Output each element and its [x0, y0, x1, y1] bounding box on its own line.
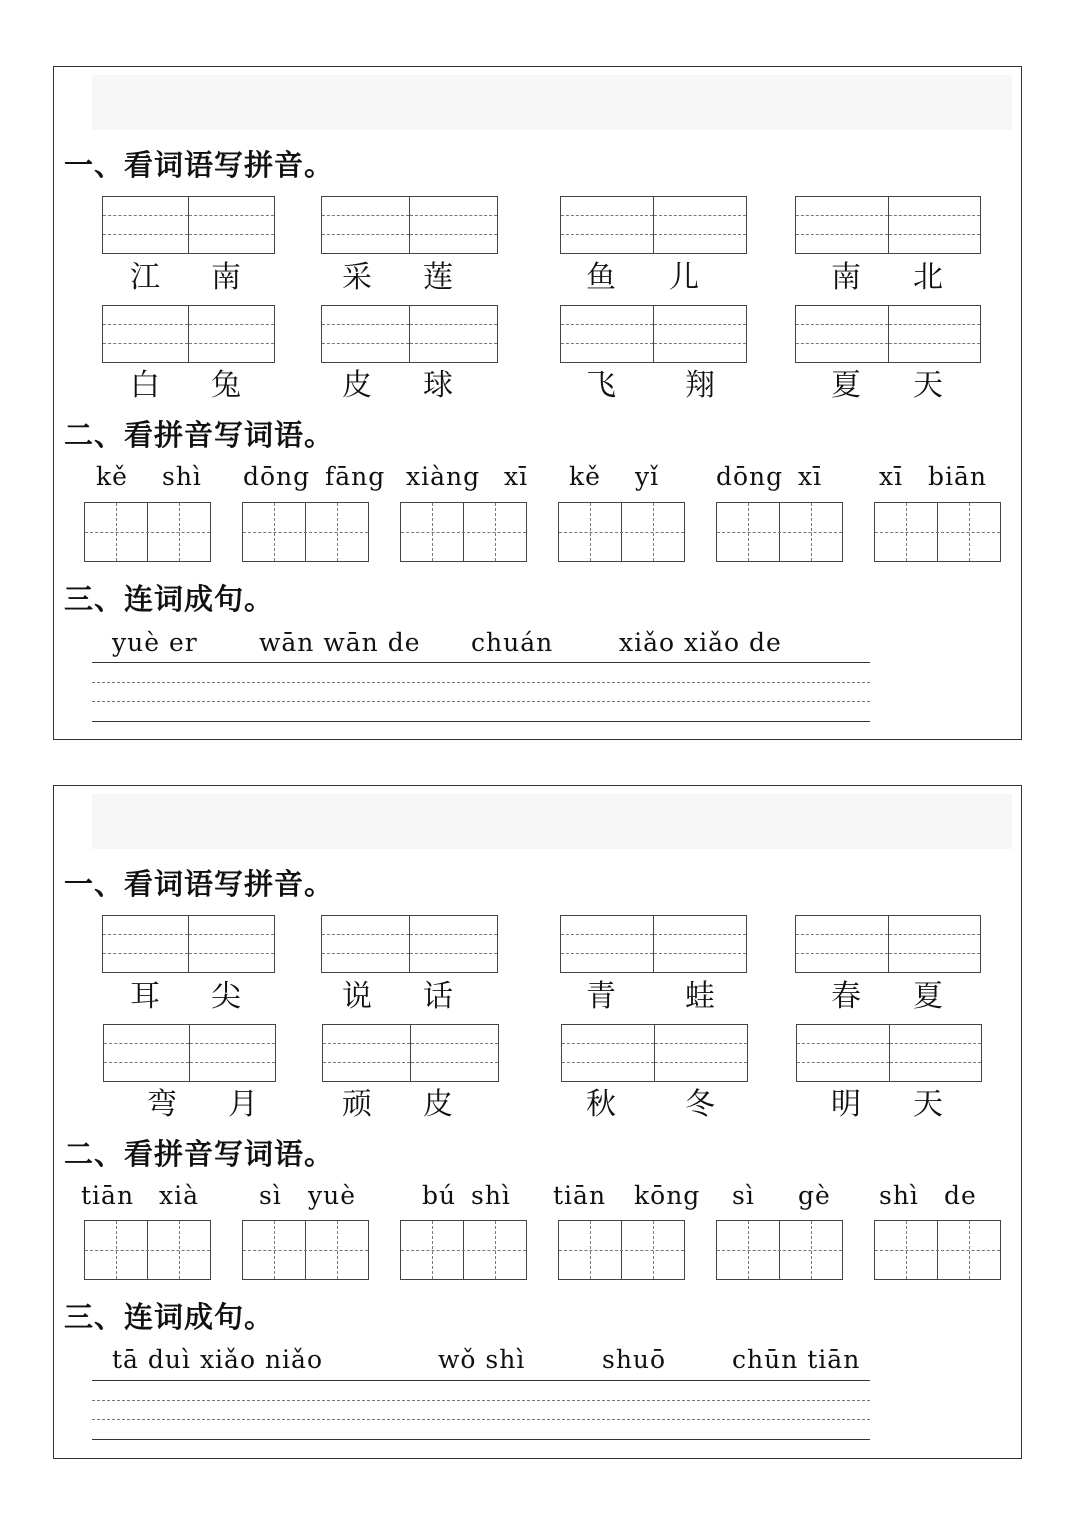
pinyin-label: dōng — [716, 462, 784, 491]
pinyin-writing-grid[interactable] — [322, 1024, 499, 1082]
word-char: 莲 — [423, 260, 453, 295]
section3-title: 三、连词成句。 — [64, 582, 275, 616]
section3-title: 三、连词成句。 — [64, 1300, 275, 1334]
word-char: 冬 — [685, 1087, 715, 1122]
worksheet-panel-1 — [53, 66, 1022, 740]
sentence-word: tā duì xiǎo niǎo — [112, 1345, 323, 1374]
pinyin-writing-grid[interactable] — [795, 915, 981, 973]
pinyin-label: xiàng — [406, 462, 481, 491]
word-char: 顽 — [342, 1087, 372, 1122]
word-char: 儿 — [669, 260, 699, 295]
character-writing-box[interactable] — [400, 1220, 527, 1280]
pinyin-label: xià — [159, 1181, 199, 1210]
pinyin-label: biān — [928, 462, 988, 491]
pinyin-writing-grid[interactable] — [102, 196, 275, 254]
word-char: 天 — [913, 368, 943, 403]
pinyin-label: shì — [162, 462, 202, 491]
word-char: 采 — [342, 260, 372, 295]
sentence-word: shuō — [602, 1345, 667, 1374]
pinyin-label: shì — [879, 1181, 919, 1210]
word-char: 白 — [130, 368, 160, 403]
pinyin-label: shì — [471, 1181, 511, 1210]
pinyin-label: xī — [504, 462, 529, 491]
word-char: 耳 — [130, 979, 160, 1014]
section2-title: 二、看拼音写词语。 — [64, 1137, 335, 1171]
pinyin-label: yuè — [308, 1181, 357, 1210]
character-writing-box[interactable] — [84, 502, 211, 562]
pinyin-label: yǐ — [635, 462, 660, 491]
worksheet-panel-2 — [53, 785, 1022, 1459]
word-char: 翔 — [685, 368, 715, 403]
character-writing-box[interactable] — [400, 502, 527, 562]
pinyin-label: xī — [798, 462, 823, 491]
word-char: 皮 — [342, 368, 372, 403]
word-char: 南 — [211, 260, 241, 295]
word-char: 天 — [913, 1087, 943, 1122]
pinyin-label: kě — [96, 462, 128, 491]
pinyin-writing-grid[interactable] — [795, 305, 981, 363]
word-char: 球 — [423, 368, 453, 403]
section1-title: 一、看词语写拼音。 — [64, 148, 335, 182]
word-char: 夏 — [831, 368, 861, 403]
sentence-word: yuè er — [112, 628, 198, 657]
word-char: 明 — [831, 1087, 861, 1122]
header-blank — [92, 794, 1012, 849]
pinyin-label: gè — [798, 1181, 831, 1210]
character-writing-box[interactable] — [874, 502, 1001, 562]
word-char: 青 — [586, 979, 616, 1014]
section1-title: 一、看词语写拼音。 — [64, 867, 335, 901]
pinyin-writing-grid[interactable] — [560, 915, 747, 973]
character-writing-box[interactable] — [84, 1220, 211, 1280]
character-writing-box[interactable] — [716, 1220, 843, 1280]
pinyin-label: tiān — [553, 1181, 607, 1210]
word-char: 话 — [423, 979, 453, 1014]
pinyin-label: sì — [732, 1181, 755, 1210]
pinyin-writing-grid[interactable] — [102, 915, 275, 973]
word-char: 春 — [831, 979, 861, 1014]
pinyin-label: sì — [259, 1181, 282, 1210]
pinyin-writing-grid[interactable] — [795, 196, 981, 254]
pinyin-writing-grid[interactable] — [321, 196, 498, 254]
pinyin-label: dōng — [243, 462, 311, 491]
word-char: 秋 — [586, 1087, 616, 1122]
sentence-word: xiǎo xiǎo de — [619, 628, 782, 657]
pinyin-label: kě — [569, 462, 601, 491]
pinyin-writing-grid[interactable] — [321, 305, 498, 363]
word-char: 弯 — [147, 1087, 177, 1122]
sentence-word: wǒ shì — [438, 1345, 526, 1374]
sentence-word: wān wān de — [259, 628, 421, 657]
character-writing-box[interactable] — [874, 1220, 1001, 1280]
word-char: 皮 — [423, 1087, 453, 1122]
word-char: 尖 — [211, 979, 241, 1014]
word-char: 鱼 — [586, 260, 616, 295]
pinyin-label: de — [944, 1181, 977, 1210]
pinyin-writing-grid[interactable] — [796, 1024, 982, 1082]
character-writing-box[interactable] — [716, 502, 843, 562]
pinyin-label: xī — [879, 462, 904, 491]
pinyin-label: tiān — [81, 1181, 135, 1210]
word-char: 江 — [130, 260, 160, 295]
sentence-word: chuán — [471, 628, 554, 657]
pinyin-label: bú — [422, 1181, 457, 1210]
section2-title: 二、看拼音写词语。 — [64, 418, 335, 452]
word-char: 北 — [913, 260, 943, 295]
character-writing-box[interactable] — [242, 1220, 369, 1280]
word-char: 蛙 — [685, 979, 715, 1014]
word-char: 飞 — [586, 368, 616, 403]
sentence-word: chūn tiān — [732, 1345, 861, 1374]
pinyin-writing-grid[interactable] — [102, 305, 275, 363]
character-writing-box[interactable] — [558, 1220, 685, 1280]
pinyin-label: kōng — [634, 1181, 701, 1210]
pinyin-writing-grid[interactable] — [560, 196, 747, 254]
word-char: 夏 — [913, 979, 943, 1014]
word-char: 月 — [228, 1087, 258, 1122]
pinyin-writing-grid[interactable] — [561, 1024, 748, 1082]
pinyin-writing-grid[interactable] — [103, 1024, 276, 1082]
pinyin-label: fāng — [325, 462, 386, 491]
word-char: 兔 — [211, 368, 241, 403]
header-blank — [92, 75, 1012, 130]
character-writing-box[interactable] — [242, 502, 369, 562]
word-char: 南 — [831, 260, 861, 295]
word-char: 说 — [342, 979, 372, 1014]
pinyin-writing-grid[interactable] — [321, 915, 498, 973]
character-writing-box[interactable] — [558, 502, 685, 562]
pinyin-writing-grid[interactable] — [560, 305, 747, 363]
